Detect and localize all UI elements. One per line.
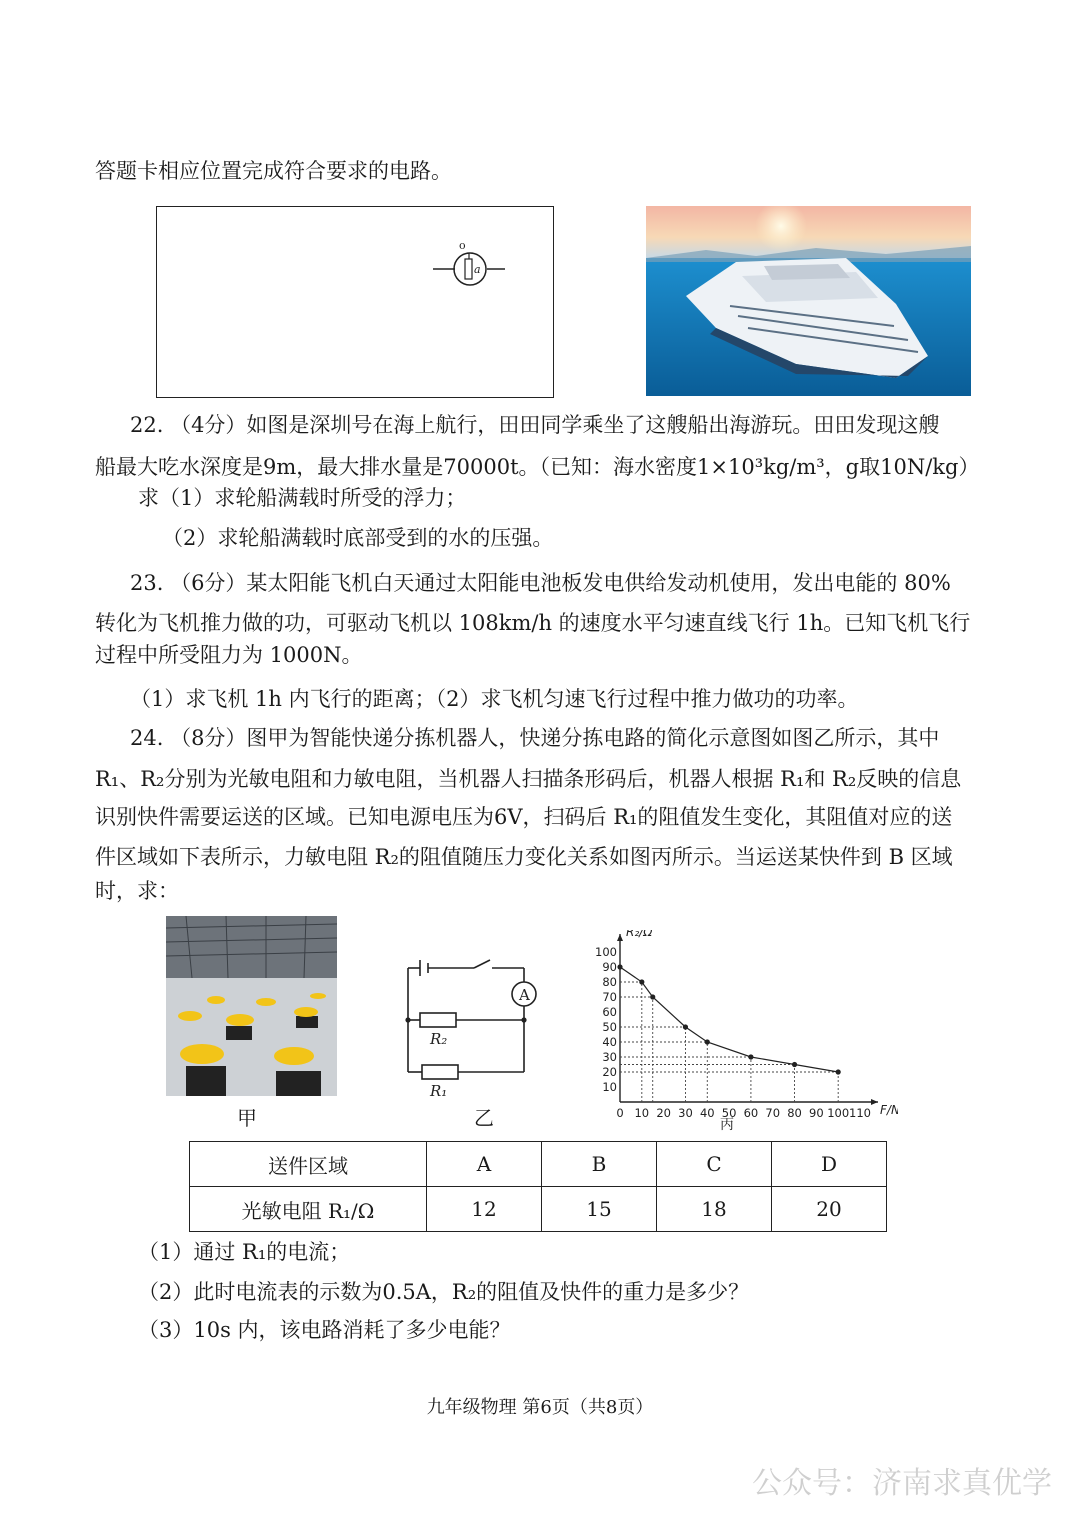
data-point: [683, 1024, 688, 1029]
table-cell: D: [772, 1142, 887, 1187]
table-cell: 18: [657, 1187, 772, 1232]
bulb-symbol: [157, 207, 553, 397]
x-tick-label: 0: [616, 1106, 624, 1120]
r2-force-chart: [588, 930, 898, 1125]
x-axis-arrow: [871, 1099, 878, 1105]
data-point: [792, 1062, 797, 1067]
q24-line-5: 时，求：: [95, 879, 179, 903]
figure-label-yi: 乙: [474, 1106, 494, 1130]
y-axis-label: R₂/Ω: [626, 930, 653, 939]
r1-label: R₁: [430, 1082, 448, 1100]
ammeter-label: A: [519, 986, 530, 1004]
x-tick-label: 90: [809, 1106, 824, 1120]
q22-line-2: 船最大吃水深度是9m，最大排水量是70000t。（已知：海水密度1×10³kg/m³，g取10N/kg）: [95, 455, 980, 479]
y-tick-label: 90: [602, 960, 617, 974]
y-tick-label: 40: [602, 1035, 617, 1049]
x-tick-label: 70: [765, 1106, 781, 1120]
q23-line-4: （1）求飞机 1h 内飞行的距离；（2）求飞机匀速飞行过程中推力做功的功率。: [130, 687, 859, 711]
table-cell: A: [427, 1142, 542, 1187]
q24-sub-2: （2）此时电流表的示数为0.5A，R₂的阻值及快件的重力是多少？: [138, 1280, 750, 1304]
ship-photo: [646, 206, 971, 396]
q24-line-3: 识别快件需要运送的区域。已知电源电压为6V，扫码后 R₁的阻值发生变化，其阻值对应的送: [95, 805, 953, 829]
table-cell: C: [657, 1142, 772, 1187]
circuit-diagram: [392, 948, 552, 1113]
table-cell: 12: [427, 1187, 542, 1232]
watermark: 公众号：济南求真优学: [752, 1466, 1052, 1501]
table-cell: 15: [542, 1187, 657, 1232]
y-tick-label: 30: [602, 1050, 617, 1064]
r2-label: R₂: [430, 1030, 448, 1048]
table-header-row: [190, 1142, 887, 1187]
x-tick-label: 10: [634, 1106, 650, 1120]
x-axis-label: F/N: [880, 1103, 898, 1117]
table-cell: 20: [772, 1187, 887, 1232]
data-point: [650, 994, 655, 999]
x-tick-label: 110: [849, 1106, 871, 1120]
bulb-terminal-label: o: [459, 239, 466, 252]
x-tick-label: 100: [827, 1106, 850, 1120]
data-point: [617, 964, 622, 969]
q24-sub-3: （3）10s 内，该电路消耗了多少电能？: [138, 1318, 511, 1342]
table-cell: 光敏电阻 R₁/Ω: [190, 1187, 427, 1232]
table-cell: 送件区域: [190, 1142, 427, 1187]
q23-line-3: 过程中所受阻力为 1000N。: [95, 643, 363, 667]
x-tick-label: 50: [721, 1106, 737, 1120]
data-point: [705, 1039, 710, 1044]
y-tick-label: 20: [602, 1065, 617, 1079]
y-tick-label: 10: [602, 1080, 617, 1094]
q22-line-4: （2）求轮船满载时底部受到的水的压强。: [162, 526, 554, 550]
data-point: [639, 979, 644, 984]
x-tick-label: 20: [656, 1106, 671, 1120]
q24-line-1: 24. （8分）图甲为智能快递分拣机器人，快递分拣电路的简化示意图如图乙所示，其中: [130, 726, 940, 750]
q22-line-3: 求（1）求轮船满载时所受的浮力；: [138, 486, 467, 510]
x-tick-label: 40: [699, 1106, 715, 1120]
table-row: [190, 1187, 887, 1232]
y-tick-label: 70: [602, 990, 617, 1004]
data-point: [748, 1054, 753, 1059]
q22-line-1: 22. （4分）如图是深圳号在海上航行，田田同学乘坐了这艘船出海游玩。田田发现这艘: [130, 413, 940, 437]
bulb-letter: a: [474, 263, 481, 276]
x-tick-label: 60: [743, 1106, 759, 1120]
page-footer: 九年级物理 第6页（共8页）: [426, 1397, 654, 1418]
y-axis-arrow: [617, 934, 623, 941]
table-cell: B: [542, 1142, 657, 1187]
figure-label-bing: 丙: [720, 1117, 734, 1133]
q24-sub-1: （1）通过 R₁的电流；: [138, 1240, 351, 1264]
q24-line-4: 件区域如下表所示，力敏电阻 R₂的阻值随压力变化关系如图丙所示。当运送某快件到 B 区域: [95, 845, 953, 869]
x-tick-label: 80: [787, 1106, 802, 1120]
data-point: [836, 1069, 841, 1074]
robot-photo: [166, 916, 337, 1096]
circuit-answer-box: [156, 206, 554, 398]
y-tick-label: 100: [595, 945, 617, 959]
q23-line-2: 转化为飞机推力做的功，可驱动飞机以 108km/h 的速度水平匀速直线飞行 1h。已知飞机飞行: [95, 611, 971, 635]
q23-line-1: 23. （6分）某太阳能飞机白天通过太阳能电池板发电供给发动机使用，发出电能的 80%: [130, 571, 951, 595]
y-tick-label: 60: [602, 1005, 617, 1019]
intro-text: 答题卡相应位置完成符合要求的电路。: [95, 159, 452, 183]
x-tick-label: 30: [678, 1106, 693, 1120]
q24-line-2: R₁、R₂分别为光敏电阻和力敏电阻，当机器人扫描条形码后，机器人根据 R₁和 R₂反映的信息: [95, 767, 962, 791]
y-tick-label: 50: [602, 1020, 617, 1034]
figure-label-jia: 甲: [237, 1106, 257, 1130]
zone-table: [189, 1141, 887, 1232]
y-tick-label: 80: [602, 975, 617, 989]
